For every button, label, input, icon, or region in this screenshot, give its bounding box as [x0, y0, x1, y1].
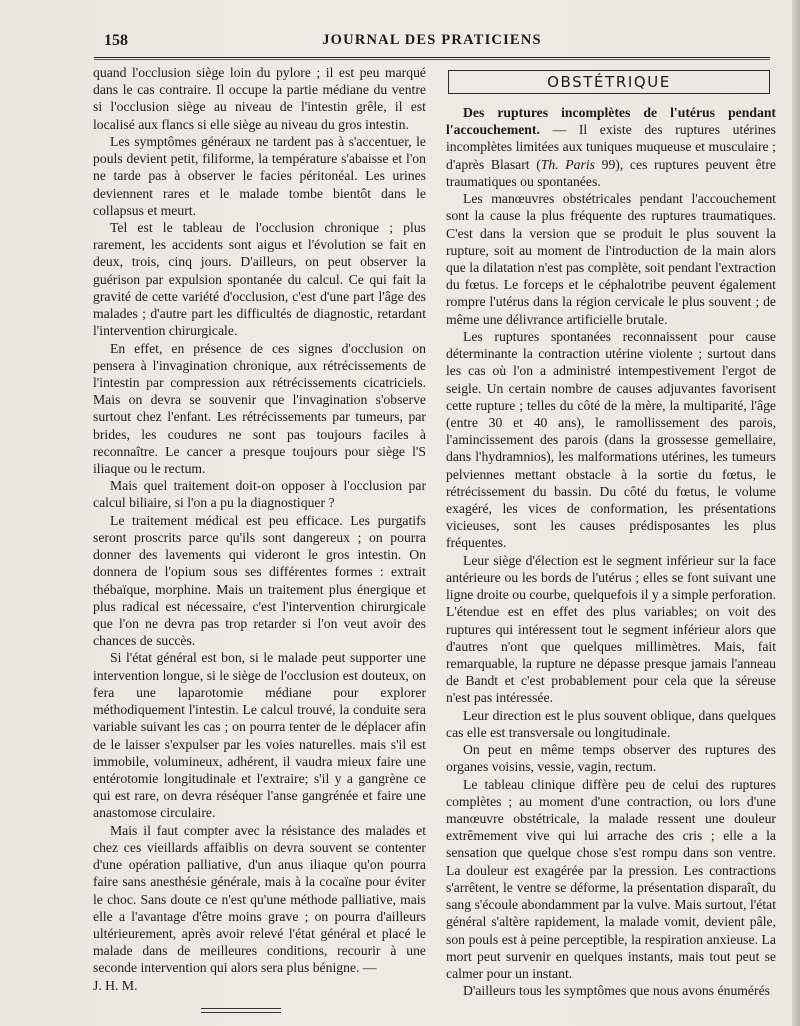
left-paragraph-5: Mais quel traitement doit-on opposer à l'occlusion par calcul biliaire, si l'on a pu la diagnostiquer ? [93, 478, 426, 511]
right-paragraph-4: Leur direction est le plus souvent oblique, dans quelques cas elle est transversale ou longitudinale. [446, 707, 776, 740]
citation: Th. Paris [540, 156, 595, 172]
right-paragraph-7: D'ailleurs tous les symptômes que nous avons énumérés [463, 983, 770, 999]
article-lead-text-after: 99), ces ruptures peuvent être traumatiques ou spontanées. [446, 156, 776, 189]
left-paragraph-8: Mais il faut compter avec la résistance des malades et chez ces vieillards affaiblis on devra souvent se contenter d'une opération palliative, d'un anus iliaque qu'on pourra faire sans anesthésie générale, mais à la cocaïne pour éviter le choc. Sans doute ce n'est qu'une méthode palliative, mais elle a l'avantage d'être moins grave ; on pourra d'ailleurs ultérieurement, après avoir relevé l'état général et placé le malade dans de meilleures conditions, recourir à une seconde intervention qui alors sera plus bénigne. — [93, 822, 426, 976]
section-heading-box [448, 70, 770, 94]
author-signature: J. H. M. [93, 977, 138, 993]
section-title: OBSTÉTRIQUE [547, 73, 671, 91]
left-column [93, 64, 426, 1013]
right-paragraph-3: Leur siège d'élection est le segment inférieur sur la face antérieure ou les bords de l'utérus ; elles se font suivant une ligne droite ou courbe, quelquefois il y a simple perforation. L'étendue est en effet des plus variables; on voit des ruptures qui intéressent tout le segment inférieur alors que d'autres n'ont que quelques millimètres. Mais, fait remarquable, la rupture ne dépasse presque jamais l'anneau de Bandt et c'est probablement pour cela que la séreuse n'est pas intéressée. [446, 552, 776, 706]
article-title: Des ruptures incomplètes de l'utérus pendant l'accouchement. [446, 105, 776, 138]
left-paragraph-7: Si l'état général est bon, si le malade peut supporter une intervention longue, si le siège de l'occlusion est douteux, on fera une laparotomie médiane pour explorer méthodiquement l'intestin. Le calcul trouvé, la conduite sera variable suivant les cas ; on pourra tenter de le déplacer afin de le laisser s'expulser par les voies naturelles. mais s'il est immobile, volumineux, adhérent, il vaudra mieux faire une entérotomie longitudinale et l'extraire; s'il y a gangrène ce qui est rare, on devra réséquer l'anse gangrénée et faire une anastomose circulaire. [93, 650, 426, 821]
right-paragraph-1: Les manœuvres obstétricales pendant l'accouchement sont la cause la plus fréquente des ruptures traumatiques. C'est dans la version que se produit le plus souvent la rupture, soit au moment de l'introduction de la main alors que la dilatation n'est pas complète, soit pendant l'extraction du fœtus. Le forceps et le céphalotribe peuvent également rompre l'utérus dans la région cervicale le plus souvent ; de même une délivrance artificielle brutale. [446, 191, 776, 327]
right-paragraph-2: Les ruptures spontanées reconnaissent pour cause déterminante la contraction utérine violente ; surtout dans les cas où l'on a administré intempestivement l'ergot de seigle. Un certain nombre de causes adjuvantes favorisent cette rupture ; telles du côté de la mère, la multiparité, l'âge (entre 30 et 40 ans), le ramollissement des parois, l'amincissement des parois (dans la grossesse gemellaire, dans l'hydramnios), les malformations utérines, les tumeurs pelviennes mettant obstacle à la sortie du fœtus, le rétrécissement du bassin. Du côté du fœtus, le volume exagéré, les vices de conformation, les présentations vicieuses, sont les causes prédisposantes les plus fréquentes. [446, 328, 776, 551]
article-lead-text: — Il existe des ruptures utérines incomplètes limitées aux tuniques muqueuse et musculaire ; d'après Blasart ( [446, 122, 776, 172]
left-paragraph-6: Le traitement médical est peu efficace. Les purgatifs seront proscrits parce qu'ils sont dangereux ; on pourra donner des lavements qui videront le gros intestin. On donnera de l'opium sous ses différentes formes : extrait thébaïque, morphine. Mais un traitement plus énergique et plus radical est nécessaire, c'est l'intervention chirurgicale que l'on ne devra pas trop retarder si l'on veut avoir des chances de succès. [93, 512, 426, 649]
header-rule [94, 57, 770, 60]
right-paragraph-6: Le tableau clinique diffère peu de celui des ruptures complètes ; au moment d'une contraction, ou lors d'une manœuvre obstétricale, la malade ressent une douleur extrêmement vive qui lui arrache des cris ; elle a la sensation que quelque chose s'est rompu dans son ventre. La douleur est exagérée par la pression. Les contractions s'arrêtent, le ventre se déforme, la présentation disparaît, du sang s'écoule abondamment par la vulve. Mais surtout, l'état général s'altère rapidement, la malade vomit, devient pâle, son pouls est à peine perceptible, la respiration anxieuse. La mort peut survenir en quelques instants, mais tout peut se calmer pour un instant. [446, 776, 776, 981]
page-header [94, 30, 770, 52]
right-column [446, 64, 776, 999]
article-end-rule [201, 1008, 281, 1013]
left-paragraph-3: Tel est le tableau de l'occlusion chronique ; plus rarement, les accidents sont aigus et l'évolution se fait en deux, trois, cinq jours. D'ailleurs, on peut observer la guérison par expulsion spontanée du calcul. Ce qui fait la gravité de cette variété d'occlusion, c'est d'une part l'âge des malades ; d'autre part les difficultés de diagnostic, retardant l'intervention chirurgicale. [93, 219, 426, 339]
page-edge-shadow [792, 0, 800, 1026]
article-lead-paragraph [446, 104, 776, 190]
right-paragraph-5: On peut en même temps observer des ruptures des organes voisins, vessie, vagin, rectum. [446, 742, 776, 775]
left-paragraph-1: quand l'occlusion siège loin du pylore ; il est peu marqué dans le cas contraire. Il occupe la partie médiane du ventre si l'occlusion siège au niveau de l'intestin grêle, il est localisé aux flancs si elle siège au niveau du gros intestin. [93, 65, 426, 132]
left-paragraph-4: En effet, en présence de ces signes d'occlusion on pensera à l'invagination chronique, aux rétrécissements de l'intestin par compression aux rétrécissements cicatriciels. Mais on devra se souvenir que l'invagination s'observe surtout chez l'enfant. Les rétrécissements par tumeurs, par brides, les coudures ne sont pas toujours faciles à reconnaître. Le cancer a presque toujours pour siège l'S iliaque ou le rectum. [93, 340, 426, 477]
left-paragraph-2: Les symptômes généraux ne tardent pas à s'accentuer, le pouls devient petit, filiforme, la température s'abaisse et l'on ne tarde pas à observer le facies péritonéal. Les urines deviennent rares et le malade tombe bientôt dans le collapsus et meurt. [93, 133, 426, 218]
page-number: 158 [104, 32, 128, 49]
journal-title: JOURNAL DES PRATICIENS [322, 32, 542, 48]
